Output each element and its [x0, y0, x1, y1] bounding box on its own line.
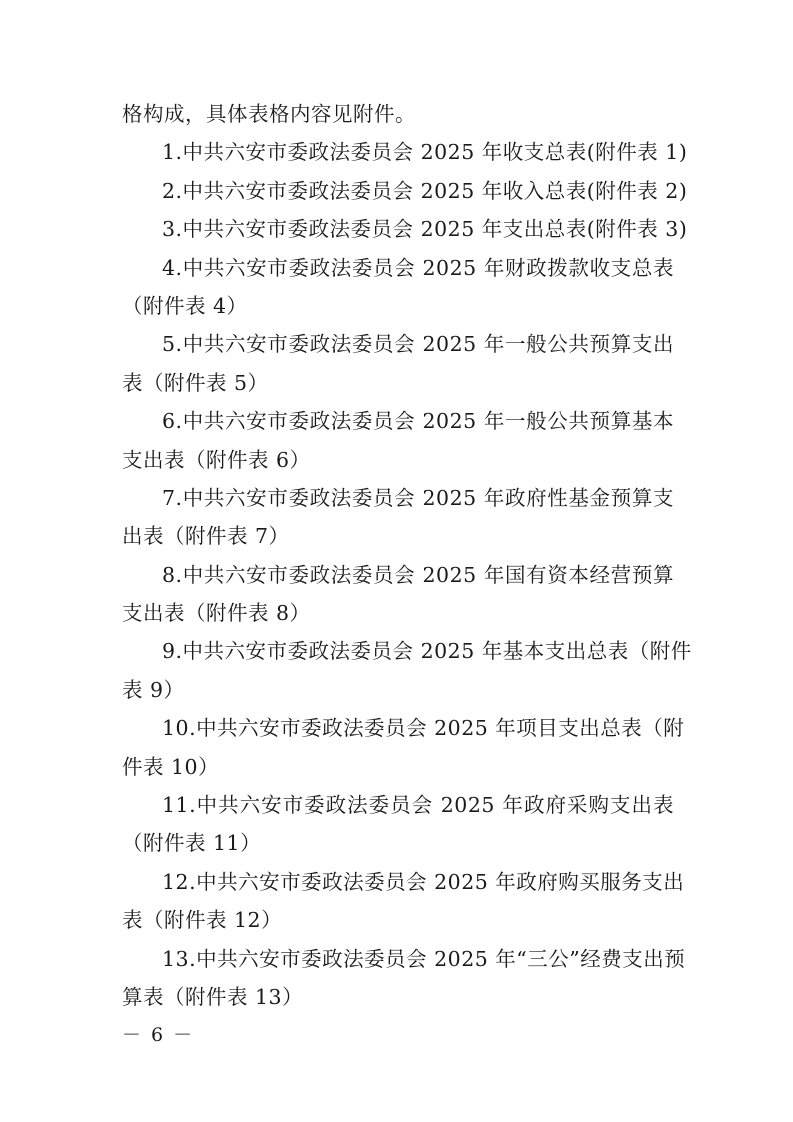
document-body	[122, 95, 692, 1016]
list-item-7-continuation: 出表（附件表 7）	[122, 524, 290, 549]
list-item-10-continuation: 件表 10）	[122, 754, 220, 779]
list-item-4: 4.中共六安市委政法委员会 2025 年财政拨款收支总表	[162, 255, 674, 280]
list-item-12-continuation: 表（附件表 12）	[122, 908, 283, 933]
list-item-2: 2.中共六安市委政法委员会 2025 年收入总表(附件表 2)	[162, 178, 688, 203]
list-item-8-continuation: 支出表（附件表 8）	[122, 601, 311, 626]
page-number: － 6 －	[122, 1024, 195, 1046]
list-item-4-continuation: （附件表 4）	[122, 293, 248, 318]
list-item-3: 3.中共六安市委政法委员会 2025 年支出总表(附件表 3)	[162, 217, 688, 242]
list-item-6: 6.中共六安市委政法委员会 2025 年一般公共预算基本	[162, 409, 674, 434]
list-item-9: 9.中共六安市委政法委员会 2025 年基本支出总表（附件	[162, 639, 692, 664]
list-item-12: 12.中共六安市委政法委员会 2025 年政府购买服务支出	[162, 869, 685, 894]
list-item-6-continuation: 支出表（附件表 6）	[122, 447, 311, 472]
list-item-7: 7.中共六安市委政法委员会 2025 年政府性基金预算支	[162, 485, 674, 510]
intro-line: 格构成，具体表格内容见附件。	[122, 102, 416, 126]
list-item-1: 1.中共六安市委政法委员会 2025 年收支总表(附件表 1)	[162, 140, 688, 165]
list-item-13-continuation: 算表（附件表 13）	[122, 984, 304, 1009]
list-item-11: 11.中共六安市委政法委员会 2025 年政府采购支出表	[162, 793, 674, 818]
list-item-10: 10.中共六安市委政法委员会 2025 年项目支出总表（附	[162, 716, 685, 741]
list-item-9-continuation: 表 9）	[122, 677, 185, 702]
list-item-5: 5.中共六安市委政法委员会 2025 年一般公共预算支出	[162, 332, 674, 357]
list-item-11-continuation: （附件表 11）	[122, 831, 262, 856]
list-item-8: 8.中共六安市委政法委员会 2025 年国有资本经营预算	[162, 562, 674, 587]
list-item-5-continuation: 表（附件表 5）	[122, 370, 269, 395]
list-item-13: 13.中共六安市委政法委员会 2025 年“三公”经费支出预	[162, 946, 686, 971]
